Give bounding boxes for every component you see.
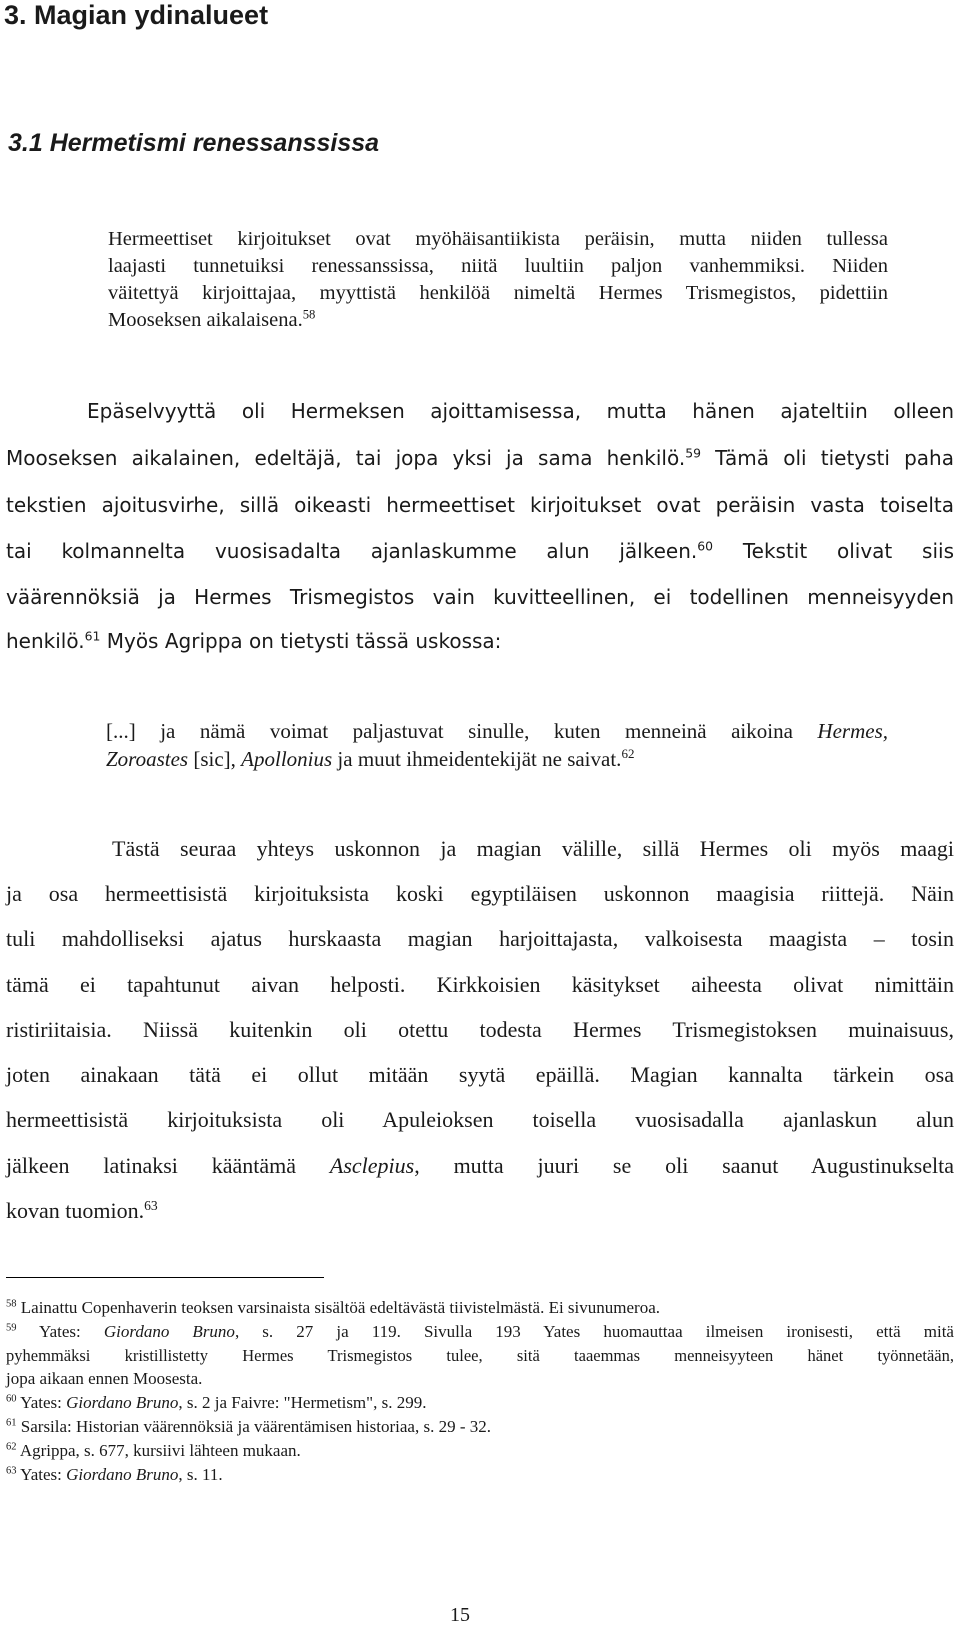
quote-text: Mooseksen aikalaisena. [108, 309, 303, 331]
footnote-text: , s. 27 ja 119. Sivulla 193 Yates huomauttaa ilmeisen ironisesti, että mitä [234, 1322, 954, 1341]
paragraph-text: Tämä oli tietysti paha [701, 446, 954, 470]
paragraph-italic-text: Asclepius [329, 1153, 415, 1178]
paragraph-text: kovan tuomion. [6, 1198, 145, 1223]
paragraph-line: hermeettisistä kirjoituksista oli Apuleioksen toisella vuosisadalla ajanlaskun alun [6, 1107, 954, 1132]
paragraph-line: ja osa hermeettisistä kirjoituksista koski egyptiläisen uskonnon maagisia riittejä. Näin [6, 881, 954, 906]
footnote-62 [6, 1440, 301, 1462]
footnote-61 [6, 1416, 491, 1438]
footnote-text: Yates: [16, 1465, 67, 1484]
paragraph-text: Mooseksen aikalainen, edeltäjä, tai jopa yksi ja sama henkilö. [6, 446, 686, 470]
quote-line [108, 307, 888, 334]
footnote-number: 63 [6, 1465, 17, 1477]
paragraph-text: jälkeen latinaksi kääntämä [6, 1153, 330, 1178]
footnote-text: Lainattu Copenhaverin teoksen varsinaista sisältöä edeltävästä tiivistelmästä. Ei sivunumeroa. [16, 1298, 660, 1317]
paragraph-line: tekstien ajoitusvirhe, sillä oikeasti hermeettiset kirjoitukset ovat peräisin vasta toiselta [6, 493, 954, 517]
footnote-ref-61: 61 [84, 628, 101, 644]
footnote-number: 61 [6, 1417, 17, 1429]
footnote-text: Agrippa, s. 677, kursiivi lähteen mukaan. [16, 1441, 301, 1460]
footnote-58 [6, 1297, 660, 1319]
footnote-ref-62: 62 [621, 746, 635, 762]
paragraph-line: Tästä seuraa yhteys uskonnon ja magian välille, sillä Hermes oli myös maagi [112, 836, 954, 861]
paragraph-line: joten ainakaan tätä ei ollut mitään syytä epäillä. Magian kannalta tärkein osa [6, 1062, 954, 1087]
paragraph-line: Epäselvyyttä oli Hermeksen ajoittamisessa, mutta hänen ajateltiin olleen [87, 399, 954, 423]
footnote-59 [6, 1321, 954, 1343]
paragraph-line [6, 1196, 954, 1226]
quote-text: [sic], [188, 747, 242, 771]
footnote-63 [6, 1464, 223, 1486]
footnote-number: 58 [6, 1298, 17, 1310]
paragraph-line [6, 626, 954, 656]
footnote-60 [6, 1392, 426, 1414]
quote-line [106, 717, 888, 745]
footnote-text: Sarsila: Historian väärennöksiä ja väärentämisen historiaa, s. 29 - 32. [16, 1417, 491, 1436]
quote-text: [...] ja nämä voimat paljastuvat sinulle, kuten menneinä aikoina [106, 719, 818, 743]
footnote-ref-63: 63 [144, 1197, 158, 1213]
quote-italic-text: Zoroastes [106, 747, 189, 771]
footnote-59-line-3: jopa aikaan ennen Moosesta. [6, 1369, 203, 1388]
footnote-ref-60: 60 [697, 538, 714, 554]
quote-line: Hermeettiset kirjoitukset ovat myöhäisantiikista peräisin, mutta niiden tullessa [108, 228, 888, 250]
paragraph-line: väärennöksiä ja Hermes Trismegistos vain kuvitteellinen, ei todellinen menneisyyden [6, 585, 954, 609]
quote-text: ja muut ihmeidentekijät ne saivat. [332, 747, 622, 771]
paragraph-line [6, 443, 954, 473]
quote-italic-text: Hermes, [817, 719, 888, 743]
footnote-ref-59: 59 [685, 445, 701, 461]
paragraph-text: Tekstit olivat siis [713, 539, 954, 563]
footnote-59-line-2: pyhemmäksi kristillistetty Hermes Trismegistos tulee, sitä taaemmas menneisyyteen hänet työnnetään, [6, 1346, 954, 1365]
footnote-number: 60 [6, 1393, 17, 1405]
footnote-italic-text: Giordano Bruno [66, 1393, 179, 1412]
quote-line: väitettyä kirjoittajaa, myyttistä henkilöä nimeltä Hermes Trismegistos, pidettiin [108, 282, 888, 304]
quote-line: laajasti tunnetuiksi renessanssissa, niitä luultiin paljon vanhemmiksi. Niiden [108, 255, 888, 277]
paragraph-text: tai kolmannelta vuosisadalta ajanlaskumme alun jälkeen. [6, 539, 698, 563]
page-number: 15 [450, 1604, 470, 1626]
footnote-italic-text: Giordano Bruno [103, 1322, 235, 1341]
quote-italic-text: Apollonius [241, 747, 333, 771]
paragraph-line: tuli mahdolliseksi ajatus hurskaasta magian harjoittajasta, valkoisesta maagista – tosin [6, 926, 954, 951]
footnote-ref-58: 58 [302, 307, 316, 322]
paragraph-line [6, 536, 954, 566]
footnote-text: Yates: [16, 1393, 67, 1412]
footnote-text: Yates: [16, 1322, 104, 1341]
paragraph-line: tämä ei tapahtunut aivan helposti. Kirkkoisien käsitykset aiheesta olivat nimittäin [6, 972, 954, 997]
footnote-number: 62 [6, 1441, 17, 1453]
footnote-italic-text: Giordano Bruno [66, 1465, 179, 1484]
footnote-text: , s. 2 ja Faivre: "Hermetism", s. 299. [178, 1393, 427, 1412]
paragraph-line: ristiriitaisia. Niissä kuitenkin oli otettu todesta Hermes Trismegistoksen muinaisuus, [6, 1017, 954, 1042]
footnote-number: 59 [6, 1322, 17, 1334]
section-heading: 3.1 Hermetismi renessanssissa [8, 129, 380, 157]
paragraph-text: henkilö. [6, 629, 85, 653]
paragraph-line [6, 1151, 954, 1181]
paragraph-text: , mutta juuri se oli saanut Augustinukselta [414, 1153, 954, 1178]
paragraph-text: Myös Agrippa on tietysti tässä uskossa: [100, 629, 502, 653]
chapter-heading: 3. Magian ydinalueet [4, 0, 269, 30]
quote-line [106, 745, 888, 773]
footnote-text: , s. 11. [178, 1465, 223, 1484]
footnote-separator [6, 1277, 324, 1278]
